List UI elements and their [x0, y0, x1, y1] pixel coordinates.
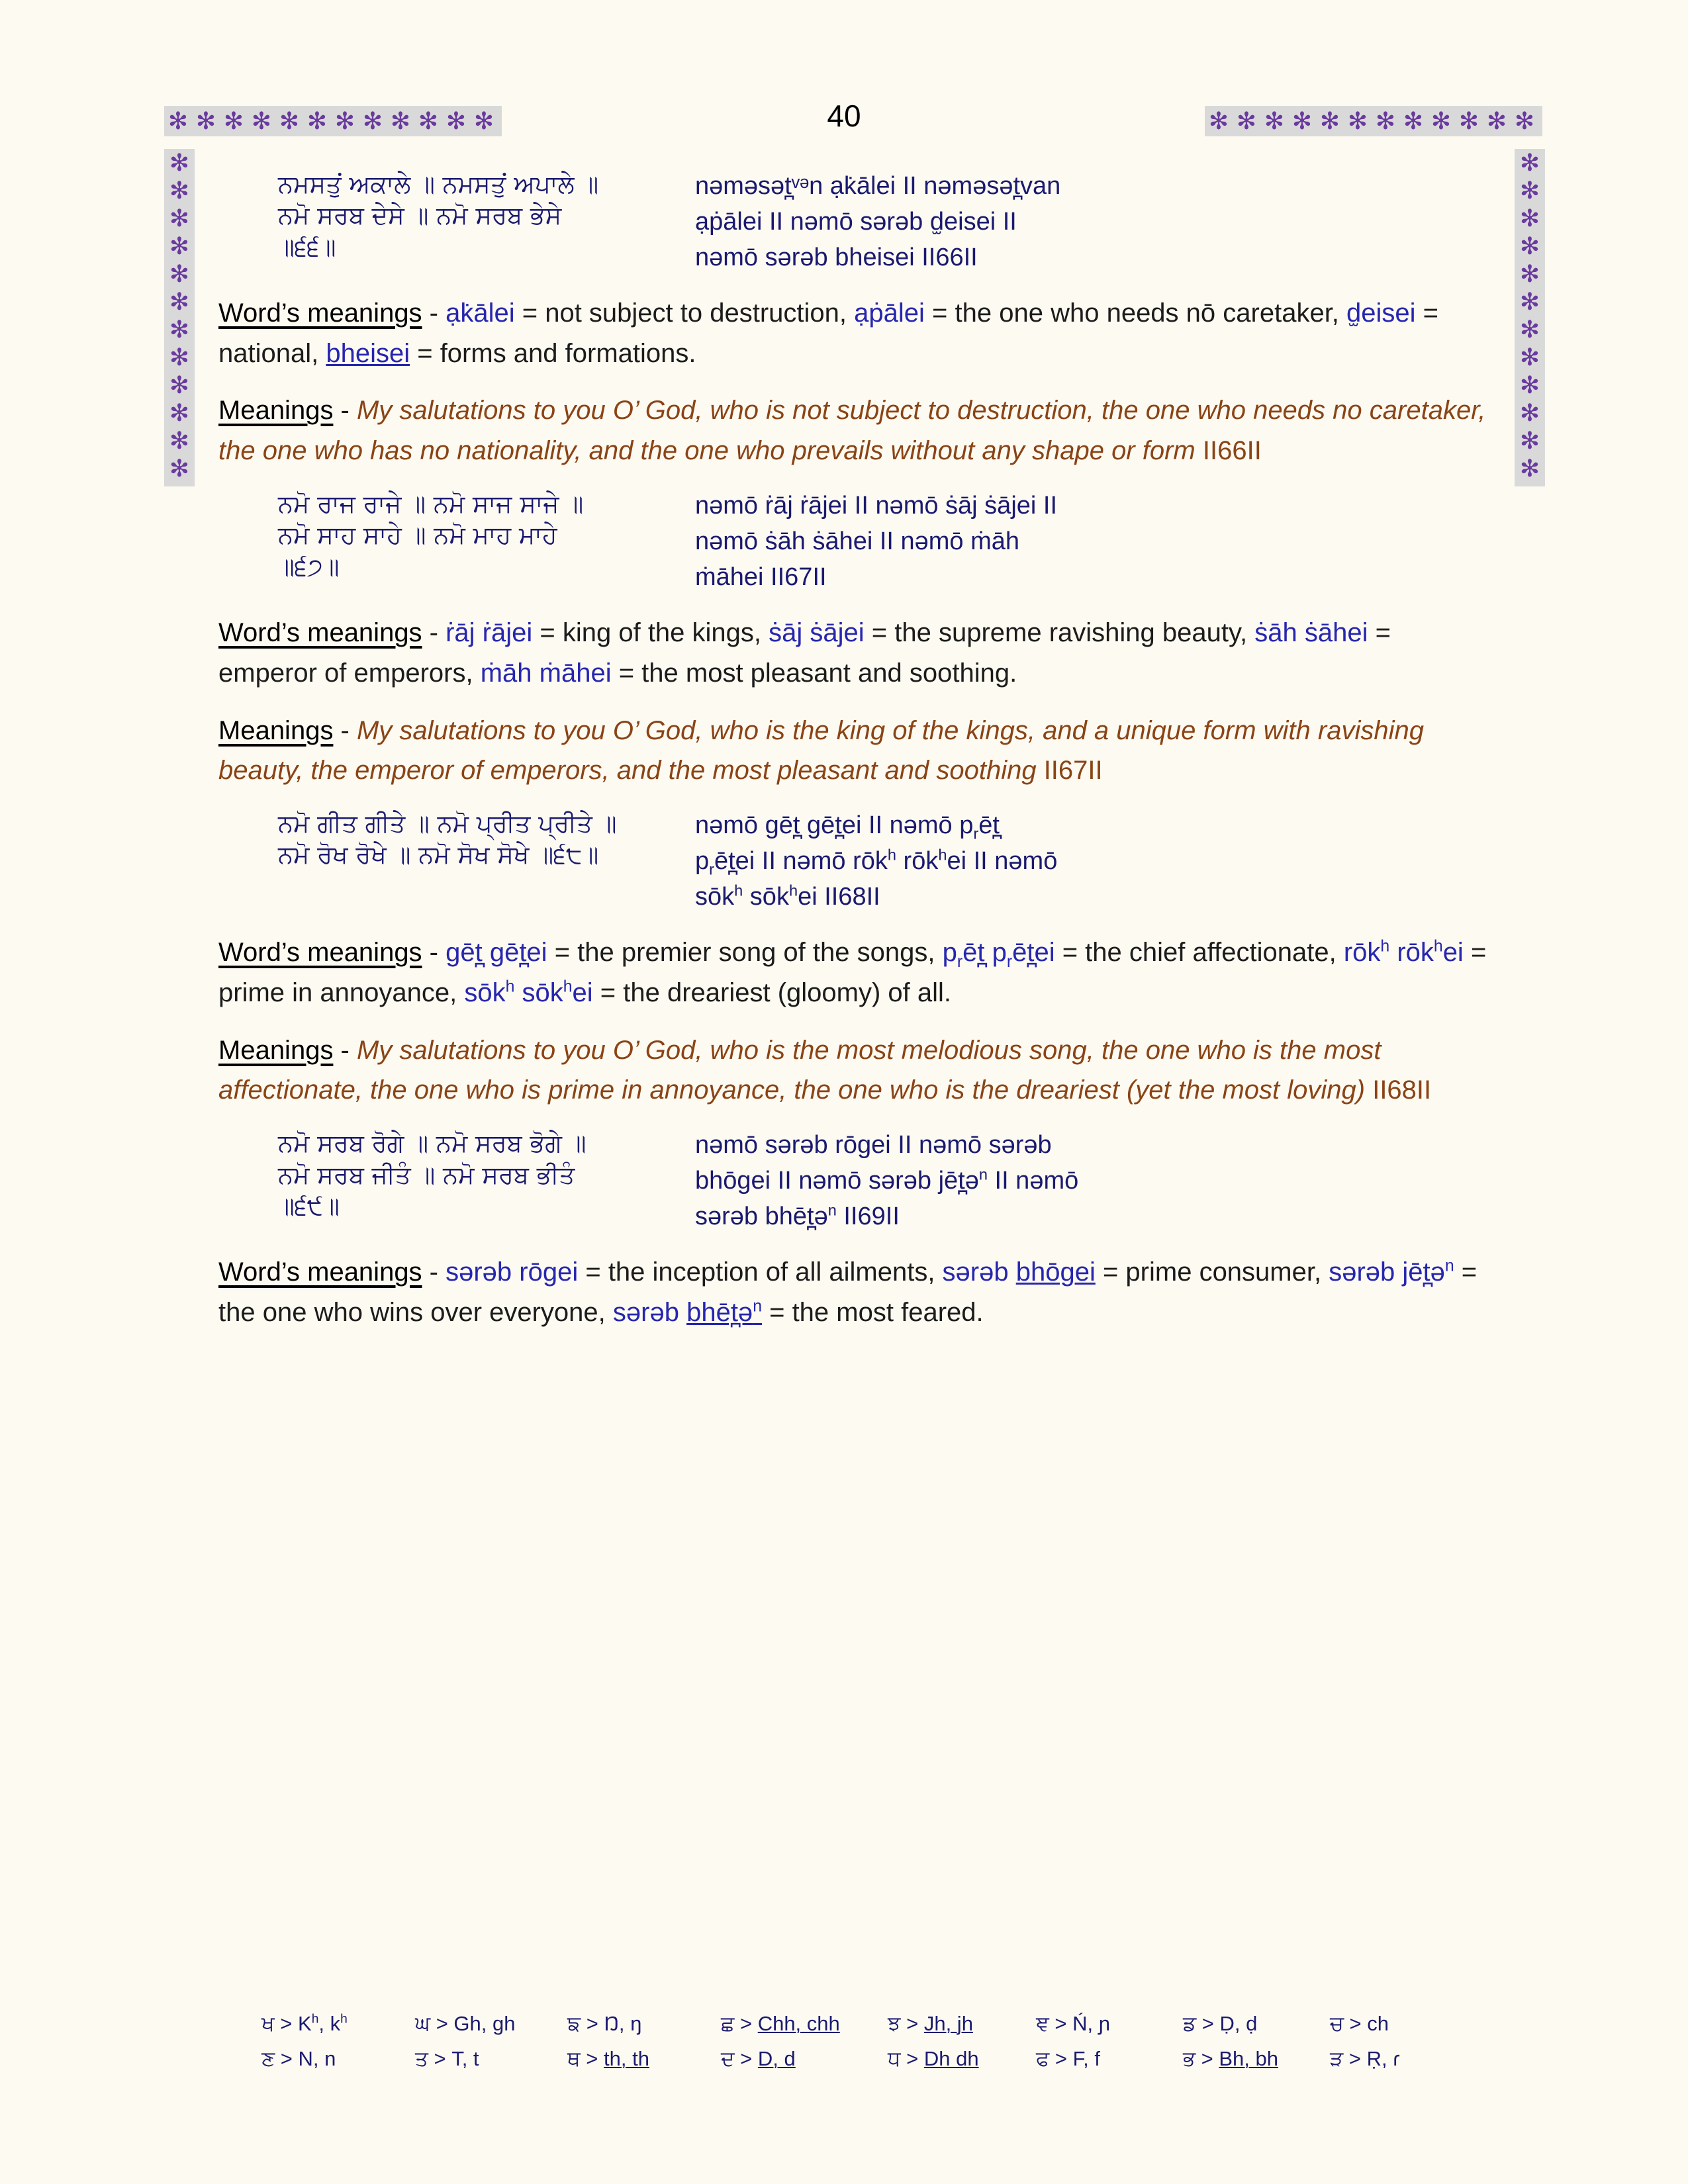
paragraph-label: Meanings	[218, 396, 334, 426]
verse-number: II67II	[1043, 756, 1103, 786]
transliterated-term: sōk$^h$ sōk$^h$ei	[464, 978, 593, 1007]
paragraph-label: Word’s meanings	[218, 298, 422, 328]
legend-entry	[721, 2047, 888, 2071]
transliterated-term: ạṗālei	[854, 298, 925, 328]
transliteration-legend	[261, 2012, 1427, 2082]
paragraph-text: = king of the kings,	[532, 617, 769, 647]
paragraph-separator: -	[422, 1257, 446, 1287]
verse-number: II66II	[1202, 436, 1262, 466]
ornament-icon: ✻	[418, 107, 439, 134]
ornament-icon: ✻	[1403, 107, 1424, 134]
paragraph-label: Word’s meanings	[218, 1257, 422, 1287]
verse-number: II68II	[1372, 1075, 1432, 1105]
verse-line: ਨਮੋ ਸਰਬ ਦੇਸੇ ॥ ਨਮੋ ਸਰਬ ਭੇਸੇ	[278, 201, 562, 230]
paragraph-label: Meanings	[218, 715, 334, 745]
paragraph-text: = the supreme ravishing beauty,	[864, 617, 1255, 647]
ornament-icon: ✻	[169, 316, 190, 343]
ornament-icon: ✻	[169, 399, 190, 426]
gurmukhi-letter: ਖ	[261, 2012, 275, 2036]
legend-arrow: >	[1196, 2047, 1219, 2070]
verse-line: nəməsət̪ᵛᵊn ạk̇ālei II nəməsət̪van	[695, 172, 1061, 200]
verse-line: ạṗālei II nəmō sərəb d̫eisei II	[695, 207, 1017, 236]
legend-roman: Bh, bh	[1219, 2047, 1278, 2070]
transliterated-term: sərəb	[612, 1297, 687, 1327]
paragraph-text: = the most feared.	[761, 1297, 984, 1327]
legend-roman: T, t	[451, 2047, 479, 2070]
ornament-icon: ✻	[334, 107, 355, 134]
legend-row	[261, 2012, 1427, 2036]
verse-transliteration	[682, 169, 1496, 276]
verse-line: ਨਮਸਤੁਂ ਅਕਾਲੇ ॥ ਨਮਸਤੁਂ ਅਪਾਲੇ ॥	[278, 170, 599, 199]
ornament-icon: ✻	[1519, 399, 1540, 426]
verse-line: ਨਮੋ ਗੀਤ ਗੀਤੇ ॥ ਨਮੋ ਪ੍ਰੀਤ ਪ੍ਰੀਤੇ ॥	[278, 809, 617, 839]
words-meanings-paragraph	[218, 613, 1496, 694]
legend-entry	[415, 2012, 567, 2036]
ornament-icon: ✻	[169, 177, 190, 204]
ornament-icon: ✻	[390, 107, 411, 134]
verse-line: ਨਮੋ ਰਾਜ ਰਾਜੇ ॥ ਨਮੋ ਸਾਜ ਸਾਜੇ ॥	[278, 490, 584, 519]
ornament-band-left	[164, 149, 195, 486]
legend-roman: Ń, ɲ	[1072, 2012, 1111, 2035]
transliterated-term: rōk$^h$ rōk$^h$ei	[1343, 937, 1464, 967]
legend-entry	[567, 2047, 721, 2071]
ornament-icon: ✻	[195, 107, 216, 134]
ornament-icon: ✻	[1264, 107, 1285, 134]
verse-line: ਨਮੋ ਰੋਖ ਰੋਖੇ ॥ ਨਮੋ ਸੋਖ ਸੋਖੇ ॥੬੮॥	[278, 841, 599, 870]
ornament-icon: ✻	[169, 288, 190, 315]
legend-arrow: >	[1343, 2047, 1367, 2070]
legend-roman: $K^h$, $k^h$	[298, 2012, 348, 2035]
gurmukhi-letter: ਙ	[567, 2012, 581, 2036]
ornament-icon: ✻	[169, 232, 190, 259]
transliterated-term: d̫eisei	[1346, 298, 1416, 328]
paragraph-text: = prime in annoyance,	[218, 937, 1487, 1007]
paragraph-text: = national,	[218, 298, 1439, 368]
ornament-icon: ✻	[1519, 343, 1540, 371]
legend-arrow: >	[900, 2047, 924, 2070]
ornament-icon: ✻	[1519, 455, 1540, 482]
paragraph-text: My salutations to you O’ God, who is the king of the kings, and a unique form with ravishing beauty, the emperor of emperors, and the most pleasant and soothing	[218, 715, 1424, 786]
ornament-icon: ✻	[279, 107, 300, 134]
verse-block	[218, 169, 1496, 276]
legend-entry	[1036, 2012, 1183, 2036]
verse-line: ਨਮੋ ਸਰਬ ਰੋਗੇ ॥ ਨਮੋ ਸਰਬ ਭੋਗੇ ॥	[278, 1129, 586, 1158]
paragraph-separator: -	[333, 715, 357, 745]
legend-roman: Jh, jh	[923, 2012, 973, 2035]
paragraph-text: My salutations to you O’ God, who is not subject to destruction, the one who needs no caretaker, the one who has no nationality, and the one who prevails without any shape or form	[218, 396, 1486, 466]
verse-line: sərəb bhēt̪ə$^n$ II69II	[695, 1201, 900, 1231]
paragraph-text: = emperor of emperors,	[218, 617, 1391, 688]
ornament-icon: ✻	[1519, 288, 1540, 315]
gurmukhi-letter: ਥ	[567, 2047, 581, 2071]
ornament-icon: ✻	[169, 455, 190, 482]
legend-arrow: >	[275, 2047, 299, 2070]
transliterated-term: ạk̇ālei	[445, 298, 515, 328]
transliterated-term: bheisei	[326, 338, 410, 368]
transliterated-term: sərəb	[942, 1257, 1016, 1287]
meanings-paragraph	[218, 390, 1496, 471]
ornament-icon: ✻	[223, 107, 244, 134]
legend-roman: Ḍ, ḍ	[1219, 2012, 1258, 2035]
legend-entry	[261, 2047, 415, 2071]
legend-arrow: >	[900, 2012, 924, 2035]
transliterated-term: ṡāj ṡājei	[769, 617, 865, 647]
verse-line: ॥੬੬॥	[278, 232, 336, 261]
ornament-icon: ✻	[1519, 149, 1540, 176]
ornament-icon: ✻	[1519, 205, 1540, 232]
legend-roman: Ṛ, ɾ	[1366, 2047, 1400, 2070]
paragraph-text: = the one who wins over everyone,	[218, 1257, 1477, 1327]
verse-transliteration	[682, 1128, 1496, 1235]
legend-arrow: >	[428, 2047, 452, 2070]
verse-line: ॥੬੯॥	[278, 1191, 340, 1220]
ornament-icon: ✻	[1519, 371, 1540, 398]
legend-entry	[1330, 2047, 1429, 2071]
paragraph-text: = the chief affectionate,	[1055, 937, 1344, 967]
verse-block	[218, 1128, 1496, 1235]
legend-arrow: >	[1196, 2012, 1220, 2035]
verse-gurmukhi	[218, 169, 682, 263]
paragraph-text: = the premier song of the songs,	[547, 937, 943, 967]
legend-entry	[1183, 2012, 1330, 2036]
words-meanings-paragraph	[218, 933, 1496, 1013]
paragraph-separator: -	[422, 298, 446, 328]
transliterated-term: gēt̪ gēt̪ei	[445, 937, 547, 967]
gurmukhi-letter: ਭ	[1183, 2047, 1196, 2071]
verse-line: ṁāhei II67II	[695, 563, 827, 591]
paragraph-text: = forms and formations.	[410, 338, 696, 368]
ornament-icon: ✻	[1319, 107, 1340, 134]
ornament-icon: ✻	[473, 107, 494, 134]
paragraph-separator: -	[422, 617, 446, 647]
paragraph-text: = the most pleasant and soothing.	[611, 658, 1017, 688]
verse-line: ॥੬੭॥	[278, 552, 340, 581]
paragraph-label: Meanings	[218, 1035, 334, 1065]
ornament-icon: ✻	[1347, 107, 1368, 134]
paragraph-separator: -	[333, 396, 357, 426]
paragraph-text: = the dreariest (gloomy) of all.	[592, 978, 952, 1007]
paragraph-separator: -	[422, 937, 446, 967]
legend-arrow: >	[580, 2047, 604, 2070]
ornament-icon: ✻	[167, 107, 189, 134]
gurmukhi-letter: ਣ	[261, 2047, 275, 2071]
words-meanings-paragraph	[218, 293, 1496, 374]
meanings-paragraph	[218, 711, 1496, 792]
legend-entry	[888, 2047, 1036, 2071]
legend-row	[261, 2047, 1427, 2071]
gurmukhi-letter: ਝ	[888, 2012, 901, 2036]
verse-gurmukhi	[218, 488, 682, 582]
verse-line: bhōgei II nəmō sərəb jēt̪ə$^n$ II nəmō	[695, 1165, 1079, 1195]
legend-roman: Gh, gh	[453, 2012, 516, 2035]
ornament-icon: ✻	[169, 260, 190, 287]
legend-arrow: >	[734, 2047, 758, 2070]
legend-roman: th, th	[604, 2047, 649, 2070]
meanings-paragraph	[218, 1030, 1496, 1111]
legend-entry	[415, 2047, 567, 2071]
transliterated-term: ṙāj ṙājei	[445, 617, 533, 647]
legend-entry	[1036, 2047, 1183, 2071]
ornament-icon: ✻	[362, 107, 383, 134]
verse-block	[218, 488, 1496, 596]
gurmukhi-letter: ਤ	[415, 2047, 428, 2071]
ornament-icon: ✻	[251, 107, 272, 134]
paragraph-text: = not subject to destruction,	[514, 298, 855, 328]
verse-line: nəmō ṙāj ṙājei II nəmō ṡāj ṡājei II	[695, 492, 1058, 520]
verse-line: nəmō sərəb bheisei II66II	[695, 243, 978, 271]
legend-arrow: >	[734, 2012, 758, 2035]
transliterated-term: ṁāh ṁāhei	[480, 658, 612, 688]
ornament-icon: ✻	[1458, 107, 1479, 134]
gurmukhi-letter: ਦ	[721, 2047, 735, 2071]
legend-arrow: >	[581, 2012, 604, 2035]
gurmukhi-letter: ੜ	[1330, 2047, 1344, 2071]
ornament-icon: ✻	[1236, 107, 1257, 134]
verse-line: ਨਮੋ ਸਾਹ ਸਾਹੇ ॥ ਨਮੋ ਮਾਹ ਮਾਹੇ	[278, 521, 557, 550]
legend-entry	[888, 2012, 1036, 2036]
legend-arrow: >	[1049, 2012, 1073, 2035]
paragraph-label: Word’s meanings	[218, 617, 422, 647]
paragraph-label: Word’s meanings	[218, 937, 422, 967]
gurmukhi-letter: ਧ	[888, 2047, 901, 2071]
legend-entry	[721, 2012, 888, 2036]
ornament-icon: ✻	[1208, 107, 1229, 134]
ornament-icon: ✻	[445, 107, 467, 134]
ornament-icon: ✻	[169, 205, 190, 232]
verse-gurmukhi	[218, 1128, 682, 1222]
page-number: 40	[827, 99, 861, 133]
verse-transliteration	[682, 808, 1496, 915]
gurmukhi-letter: ਡ	[1183, 2012, 1197, 2036]
ornament-icon: ✻	[1430, 107, 1452, 134]
legend-entry	[1330, 2012, 1429, 2036]
transliterated-term: sərəb rōgei	[445, 1257, 579, 1287]
ornament-icon: ✻	[1486, 107, 1507, 134]
ornament-icon: ✻	[1519, 260, 1540, 287]
transliterated-term: bhōgei	[1015, 1257, 1096, 1287]
legend-entry	[567, 2012, 721, 2036]
verse-line: nəmō gēt̪ gēt̪ei II nəmō $p_rēt̪$	[695, 811, 1000, 842]
verse-line: ਨਮੋ ਸਰਬ ਜੀਤੰ ॥ ਨਮੋ ਸਰਬ ਭੀਤੰ	[278, 1160, 575, 1189]
legend-arrow: >	[430, 2012, 454, 2035]
legend-arrow: >	[274, 2012, 298, 2035]
ornament-icon: ✻	[1291, 107, 1313, 134]
ornament-icon: ✻	[1519, 427, 1540, 454]
paragraph-text: = prime consumer,	[1095, 1257, 1329, 1287]
ornament-icon: ✻	[1514, 107, 1535, 134]
ornament-icon: ✻	[1519, 232, 1540, 259]
legend-roman: F, f	[1072, 2047, 1100, 2070]
words-meanings-paragraph	[218, 1252, 1496, 1333]
paragraph-text: = the inception of all ailments,	[578, 1257, 943, 1287]
verse-line: nəmō ṡāh ṡāhei II nəmō ṁāh	[695, 527, 1020, 555]
ornament-icon: ✻	[169, 371, 190, 398]
ornament-icon: ✻	[1375, 107, 1396, 134]
transliterated-term: $p_rēt̪$ $p_rēt̪ei$	[942, 937, 1055, 971]
transliterated-term: ṡāh ṡāhei	[1254, 617, 1368, 647]
legend-roman: N, n	[298, 2047, 336, 2070]
ornament-icon: ✻	[169, 427, 190, 454]
verse-line: nəmō sərəb rōgei II nəmō sərəb	[695, 1131, 1052, 1160]
ornament-icon: ✻	[306, 107, 328, 134]
legend-arrow: >	[1049, 2047, 1073, 2070]
paragraph-separator: -	[333, 1035, 357, 1065]
legend-roman: Chh, chh	[757, 2012, 840, 2035]
legend-roman: D, d	[757, 2047, 796, 2070]
legend-roman: ch	[1367, 2012, 1389, 2035]
page-content	[218, 169, 1496, 1350]
verse-line: $p_rēt̪ei$ II nəmō rōk$^h$ rōk$^h$ei II nəmō	[695, 846, 1058, 878]
legend-entry	[1183, 2047, 1330, 2071]
verse-block	[218, 808, 1496, 915]
legend-roman: Dh dh	[923, 2047, 979, 2070]
legend-entry	[261, 2012, 415, 2036]
verse-gurmukhi	[218, 808, 682, 871]
ornament-icon: ✻	[1519, 316, 1540, 343]
gurmukhi-letter: ਚ	[1330, 2012, 1344, 2036]
gurmukhi-letter: ਘ	[415, 2012, 431, 2036]
paragraph-text: My salutations to you O’ God, who is the most melodious song, the one who is the most affectionate, the one who is prime in annoyance, the one who is the dreariest (yet the most loving)	[218, 1035, 1382, 1105]
paragraph-text: = the one who needs nō caretaker,	[924, 298, 1347, 328]
gurmukhi-letter: ਛ	[721, 2012, 735, 2036]
transliterated-term: sərəb jēt̪ə$^n$	[1329, 1257, 1454, 1287]
gurmukhi-letter: ਞ	[1036, 2012, 1049, 2036]
verse-line: sōk$^h$ sōk$^h$ei II68II	[695, 882, 880, 911]
verse-transliteration	[682, 488, 1496, 596]
ornament-band-right	[1515, 149, 1545, 486]
legend-roman: Ŋ, ŋ	[604, 2012, 642, 2035]
ornament-icon: ✻	[169, 343, 190, 371]
transliterated-term: bhēt̪ə$^n$	[686, 1297, 762, 1327]
ornament-icon: ✻	[169, 149, 190, 176]
gurmukhi-letter: ਫ	[1036, 2047, 1050, 2071]
ornament-icon: ✻	[1519, 177, 1540, 204]
legend-arrow: >	[1343, 2012, 1368, 2035]
